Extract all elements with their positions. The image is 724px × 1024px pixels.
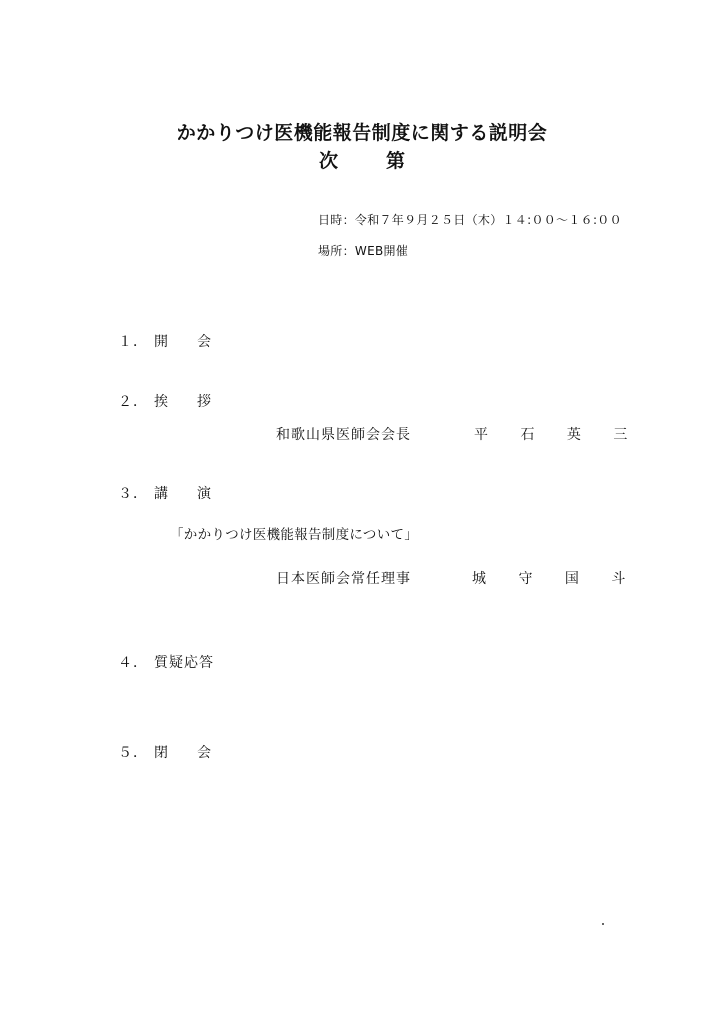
agenda-item-greeting: ２． 挨 拶 bbox=[118, 391, 212, 411]
agenda-number: ４． bbox=[118, 655, 148, 671]
subtitle-left: 次 bbox=[318, 150, 338, 172]
agenda-item-lecture: ３． 講 演 bbox=[118, 483, 212, 503]
lecture-title: 「かかりつけ医機能報告制度について」 bbox=[170, 527, 419, 543]
agenda-number: ２． bbox=[118, 394, 148, 410]
lecture-speaker-role: 日本医師会常任理事 bbox=[276, 571, 411, 587]
agenda-item-qa: ４． 質疑応答 bbox=[118, 652, 214, 672]
agenda-item-opening: １． 開 会 bbox=[118, 331, 212, 351]
agenda-number: ５． bbox=[118, 745, 148, 761]
agenda-item-closing: ５． 閉 会 bbox=[118, 742, 212, 762]
meeting-place: 場所：WEB開催 bbox=[318, 244, 409, 258]
document-title: かかりつけ医機能報告制度に関する説明会 bbox=[176, 122, 548, 144]
greeting-speaker-role: 和歌山県医師会会長 bbox=[276, 427, 411, 443]
scan-speck bbox=[602, 923, 604, 925]
agenda-number: １． bbox=[118, 334, 148, 350]
agenda-number: ３． bbox=[118, 486, 148, 502]
subtitle-right: 第 bbox=[386, 150, 406, 172]
document-subtitle bbox=[0, 146, 724, 173]
meeting-date: 日時：令和７年９月２５日（木）１４:００～１６:００ bbox=[318, 213, 622, 227]
lecture-speaker-name: 城 守 国 斗 bbox=[472, 571, 640, 587]
greeting-speaker-name: 平 石 英 三 bbox=[474, 427, 642, 443]
